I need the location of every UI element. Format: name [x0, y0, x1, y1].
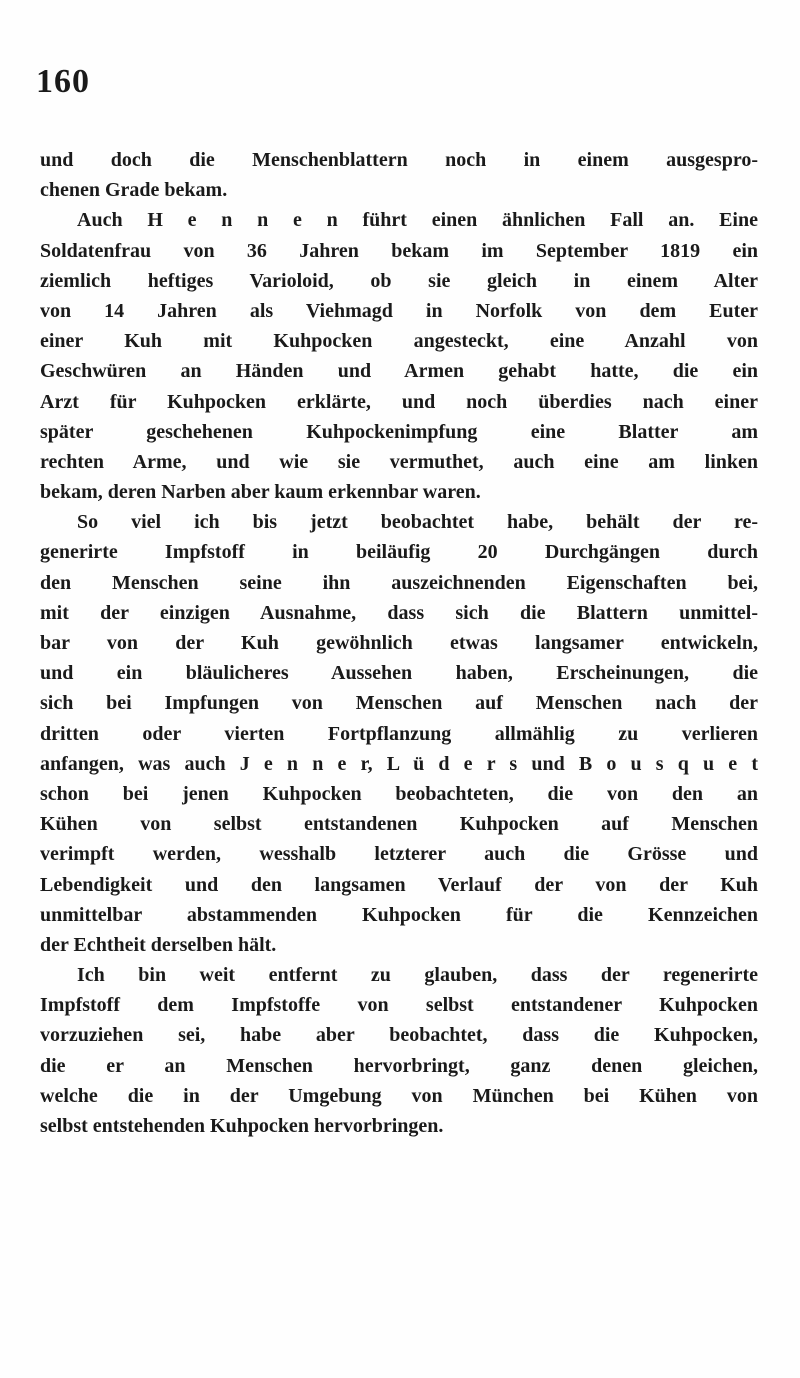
- text-line: Impfstoff dem Impfstoffe von selbst entstandener Kuhpocken: [40, 994, 758, 1017]
- text-line: einer Kuh mit Kuhpocken angesteckt, eine Anzahl von: [40, 330, 758, 353]
- text-line: Lebendigkeit und den langsamen Verlauf der von der Kuh: [40, 873, 758, 896]
- text-line: ziemlich heftiges Varioloid, ob sie gleich in einem Alter: [40, 269, 758, 292]
- text-line: bar von der Kuh gewöhnlich etwas langsamer entwickeln,: [40, 632, 758, 654]
- text-line: welche die in der Umgebung von München bei Kühen von: [40, 1084, 758, 1107]
- text-line: mit der einzigen Ausnahme, dass sich die Blattern unmittel-: [40, 601, 758, 624]
- text-line: von 14 Jahren als Viehmagd in Norfolk von dem Euter: [40, 299, 758, 322]
- text-line: Auch H e n n e n führt einen ähnlichen Fall an. Eine: [77, 209, 758, 232]
- text-line: anfangen, was auch J e n n e r, L ü d e r s und B o u s q u e t: [40, 752, 758, 775]
- text-line: den Menschen seine ihn auszeichnenden Eigenschaften bei,: [40, 571, 758, 594]
- text-line: später geschehenen Kuhpockenimpfung eine Blatter am: [40, 420, 758, 443]
- text-line: sich bei Impfungen von Menschen auf Menschen nach der: [40, 692, 758, 715]
- page-number: 160: [36, 63, 90, 100]
- text-line: schon bei jenen Kuhpocken beobachteten, die von den an: [40, 782, 758, 805]
- text-line: Arzt für Kuhpocken erklärte, und noch überdies nach einer: [40, 390, 758, 413]
- text-line: generirte Impfstoff in beiläufig 20 Durchgängen durch: [40, 541, 758, 564]
- text-line: Kühen von selbst entstandenen Kuhpocken auf Menschen: [40, 813, 758, 836]
- text-line: und ein bläulicheres Aussehen haben, Erscheinungen, die: [40, 662, 758, 685]
- text-line: bekam, deren Narben aber kaum erkennbar waren.: [40, 481, 481, 504]
- text-line: dritten oder vierten Fortpflanzung allmählig zu verlieren: [40, 722, 758, 745]
- text-line: die er an Menschen hervorbringt, ganz denen gleichen,: [40, 1054, 758, 1077]
- text-line: der Echtheit derselben hält.: [40, 933, 277, 956]
- text-line: vorzuziehen sei, habe aber beobachtet, dass die Kuhpocken,: [40, 1024, 758, 1047]
- text-line: chenen Grade bekam.: [40, 179, 228, 202]
- text-line: rechten Arme, und wie sie vermuthet, auch eine am linken: [40, 450, 758, 473]
- text-line: Soldatenfrau von 36 Jahren bekam im September 1819 ein: [40, 239, 758, 262]
- text-line: Geschwüren an Händen und Armen gehabt hatte, die ein: [40, 360, 758, 383]
- text-line: So viel ich bis jetzt beobachtet habe, behält der re-: [77, 511, 758, 534]
- text-line: Ich bin weit entfernt zu glauben, dass der regenerirte: [77, 964, 758, 987]
- body-text: [40, 145, 758, 1141]
- text-line: und doch die Menschenblattern noch in einem ausgespro-: [40, 149, 758, 171]
- text-line: verimpft werden, wesshalb letzterer auch die Grösse und: [40, 843, 758, 866]
- text-line: unmittelbar abstammenden Kuhpocken für die Kennzeichen: [40, 903, 758, 926]
- text-line: selbst entstehenden Kuhpocken hervorbringen.: [40, 1115, 444, 1137]
